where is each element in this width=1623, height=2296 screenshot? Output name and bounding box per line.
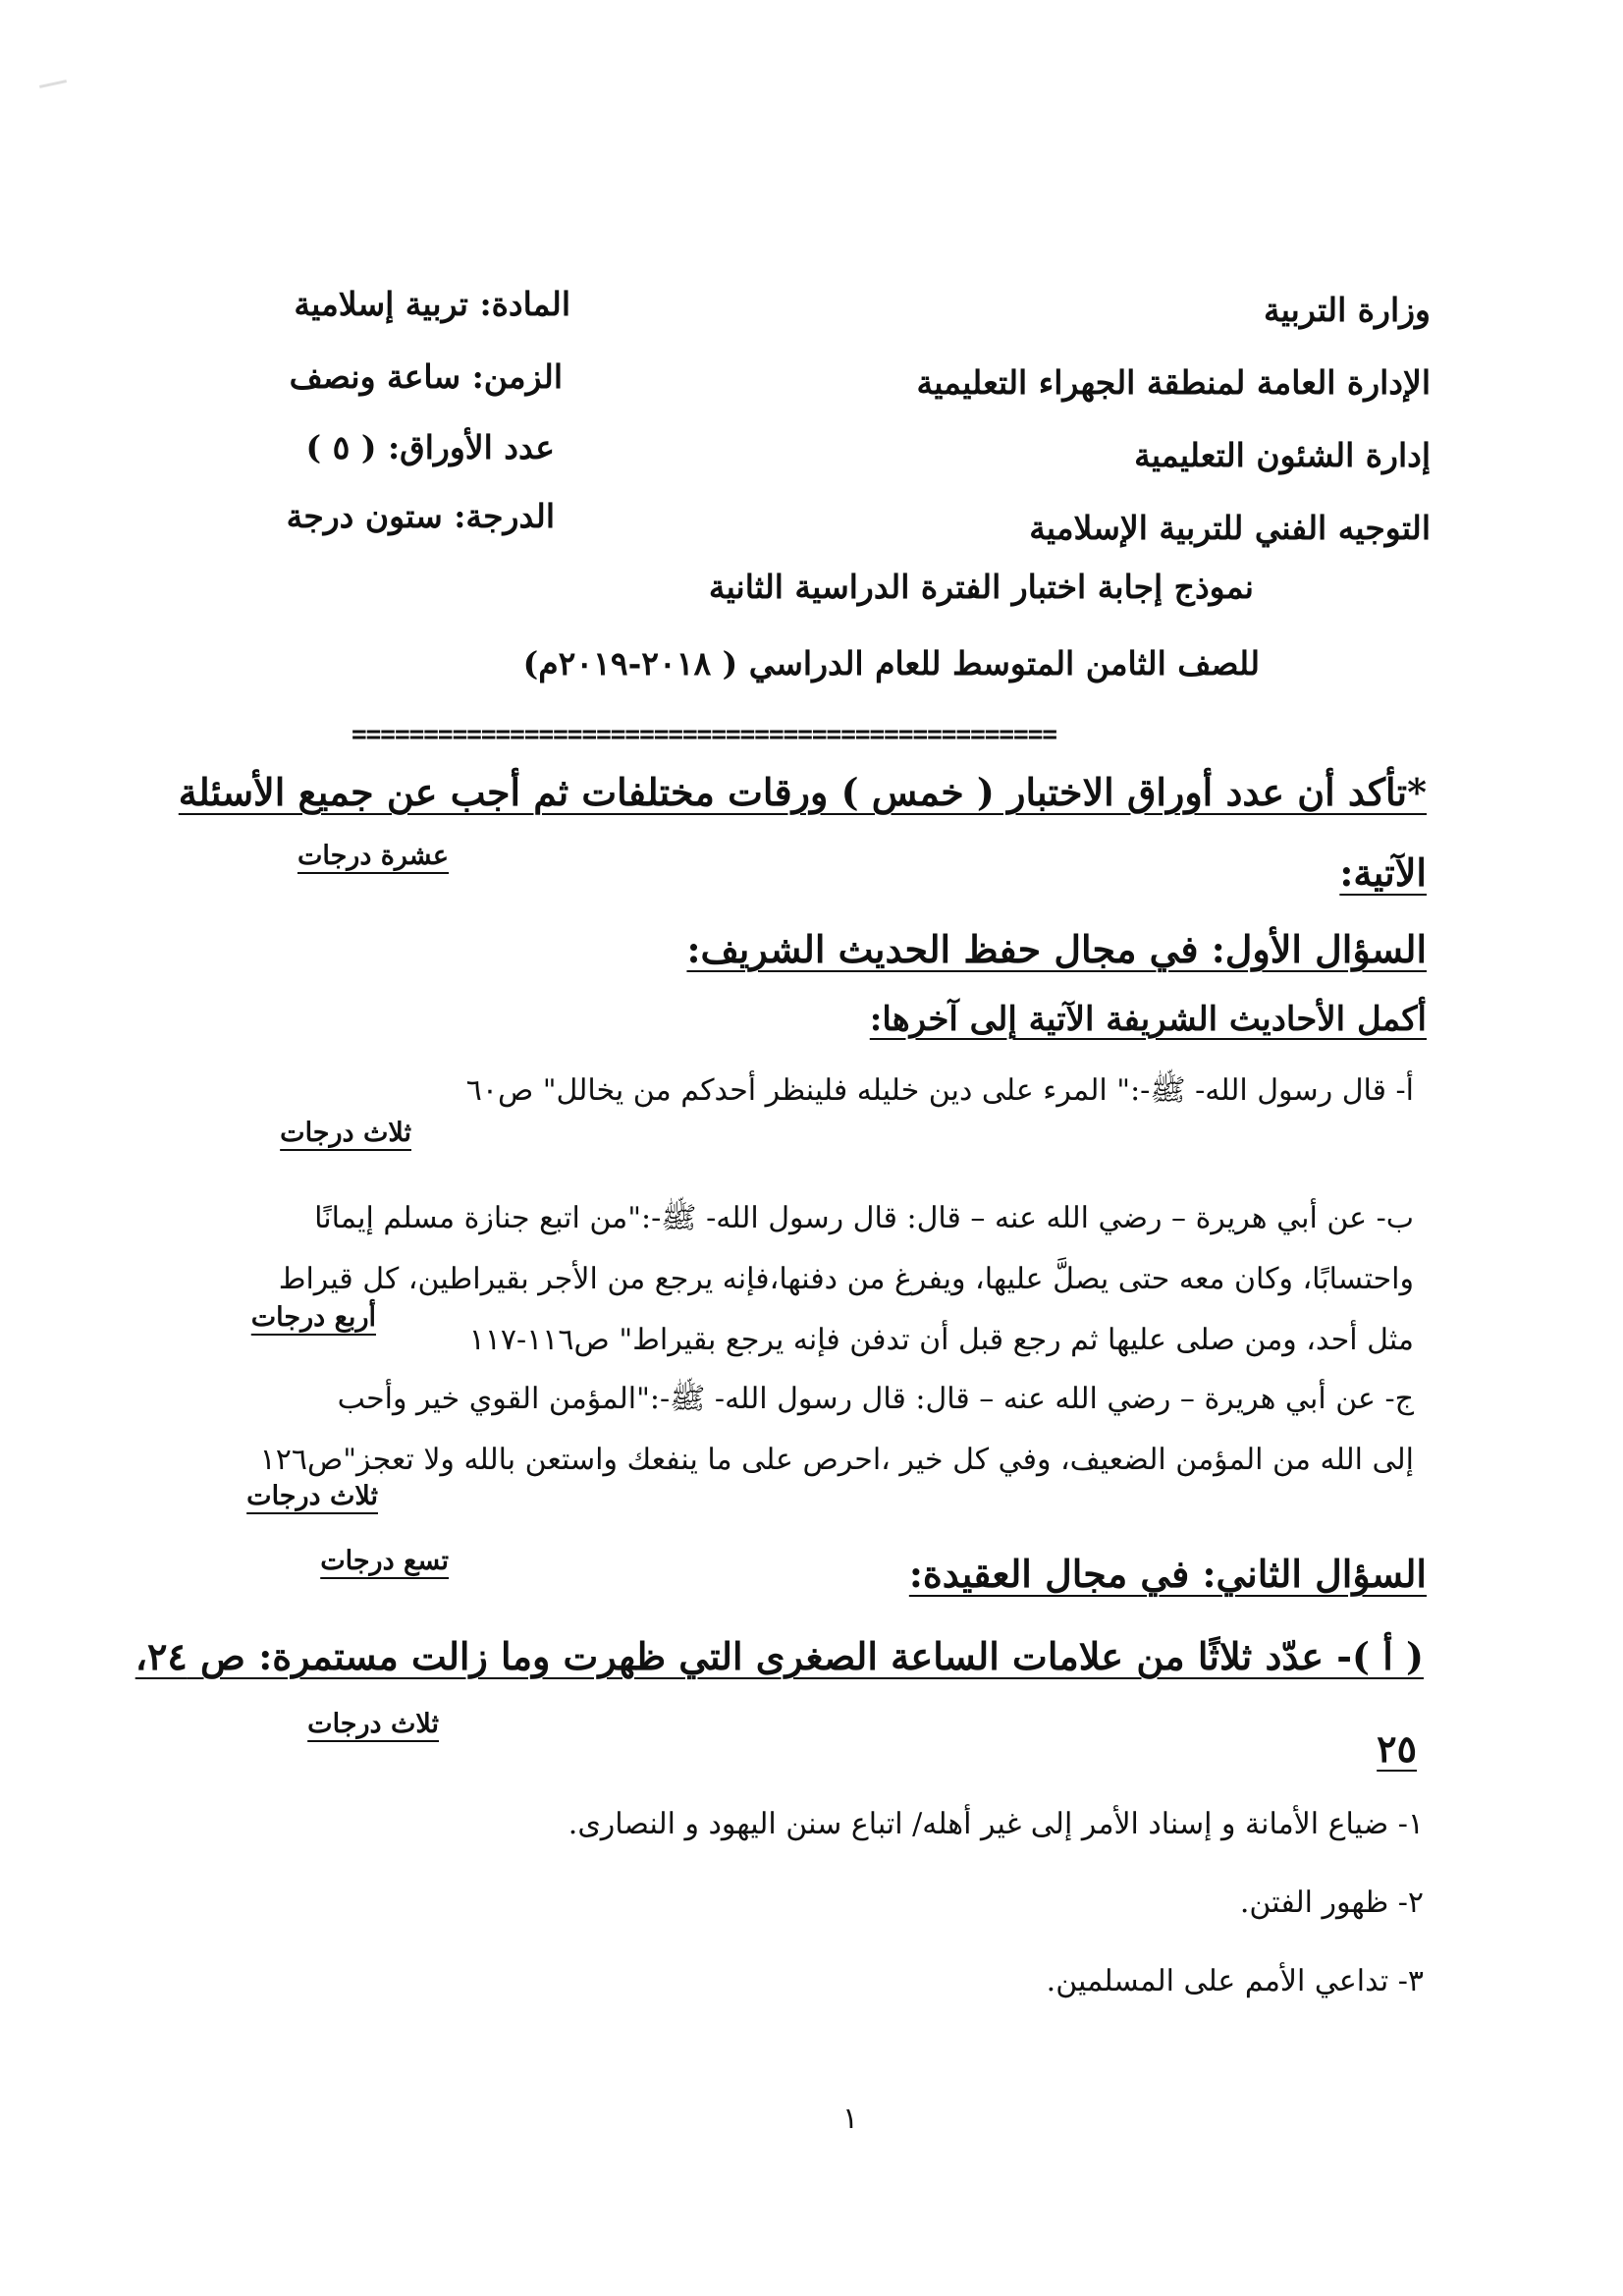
q1-b-line-3: مثل أحد، ومن صلى عليها ثم رجع قبل أن تدفن فإنه يرجع بقيراط" ص١١٦-١١٧ [468, 1323, 1414, 1357]
q1-task: أكمل الأحاديث الشريفة الآتية إلى آخرها: [869, 1000, 1427, 1039]
time-label: الزمن: ساعة ونصف [289, 357, 563, 396]
page-number: ١ [842, 2102, 859, 2136]
q1-a-marks: ثلاث درجات [280, 1118, 411, 1148]
q1-hadith-c [221, 1369, 1414, 1491]
total-grade-label: الدرجة: ستون درجة [286, 497, 555, 535]
instruction-line-continued: الآتية: [1339, 850, 1427, 895]
exam-subtitle: للصف الثامن المتوسط للعام الدراسي ( ٢٠١٨-٢٠١٩م) [522, 644, 1260, 683]
ministry-name: وزارة التربية [1264, 291, 1431, 329]
affairs-name: إدارة الشئون التعليمية [1134, 436, 1431, 474]
q1-heading: السؤال الأول: في مجال حفظ الحديث الشريف: [686, 927, 1427, 971]
supervision-name: التوجيه الفني للتربية الإسلامية [1029, 509, 1431, 547]
q2-marks: تسع درجات [320, 1546, 449, 1576]
q1-c-line-2: إلى الله من المؤمن الضعيف، وفي كل خير ،احرص على ما ينفعك واستعن بالله ولا تعجز"ص١٢٦ [259, 1443, 1414, 1477]
q1-c-line-1: ج- عن أبي هريرة – رضي الله عنه – قال: قال رسول الله- ﷺ-:"المؤمن القوي خير وأحب [337, 1382, 1414, 1416]
q1-b-line-2: واحتسابًا، وكان معه حتى يصلَّ عليها، ويفرغ من دفنها،فإنه يرجع من الأجر بقيراطين، كل قيراط [278, 1262, 1414, 1296]
directorate-name: الإدارة العامة لمنطقة الجهراء التعليمية [916, 363, 1431, 402]
q1-hadith-a: أ- قال رسول الله- ﷺ-:" المرء على دين خليله فلينظر أحدكم من يخالل" ص٦٠ [465, 1073, 1414, 1108]
q2-answer-3: ٣- تداعي الأمم على المسلمين. [1046, 1964, 1424, 1998]
instruction-line: *تأكد أن عدد أوراق الاختبار ( خمس ) ورقات مختلفات ثم أجب عن جميع الأسئلة [178, 770, 1427, 814]
q1-hadith-b [221, 1188, 1414, 1371]
q2-a-marks: ثلاث درجات [307, 1709, 439, 1739]
q2-answer-1: ١- ضياع الأمانة و إسناد الأمر إلى غير أهله/ اتباع سنن اليهود و النصارى. [568, 1807, 1424, 1841]
q2-heading: السؤال الثاني: في مجال العقيدة: [908, 1552, 1427, 1596]
q1-b-marks: أربع درجات [250, 1302, 376, 1333]
q2-part-a-line-2: ٢٥ [1377, 1726, 1417, 1771]
separator-line: ================================================= [352, 720, 1057, 749]
subject-label: المادة: تربية إسلامية [294, 285, 570, 323]
instruction-marks: عشرة درجات [297, 841, 449, 871]
q2-part-a-line-1: ( أ )- عدّد ثلاثًا من علامات الساعة الصغرى التي ظهرت وما زالت مستمرة: ص ٢٤، [135, 1634, 1424, 1678]
q1-b-line-1: ب- عن أبي هريرة – رضي الله عنه – قال: قال رسول الله- ﷺ-:"من اتبع جنازة مسلم إيمانًا [314, 1201, 1414, 1235]
q1-c-marks: ثلاث درجات [246, 1481, 378, 1511]
scan-speck [39, 80, 67, 88]
exam-title: نموذج إجابة اختبار الفترة الدراسية الثانية [708, 568, 1254, 606]
pages-count-label: عدد الأوراق: ( ٥ ) [305, 428, 555, 466]
q2-answer-2: ٢- ظهور الفتن. [1239, 1886, 1424, 1920]
